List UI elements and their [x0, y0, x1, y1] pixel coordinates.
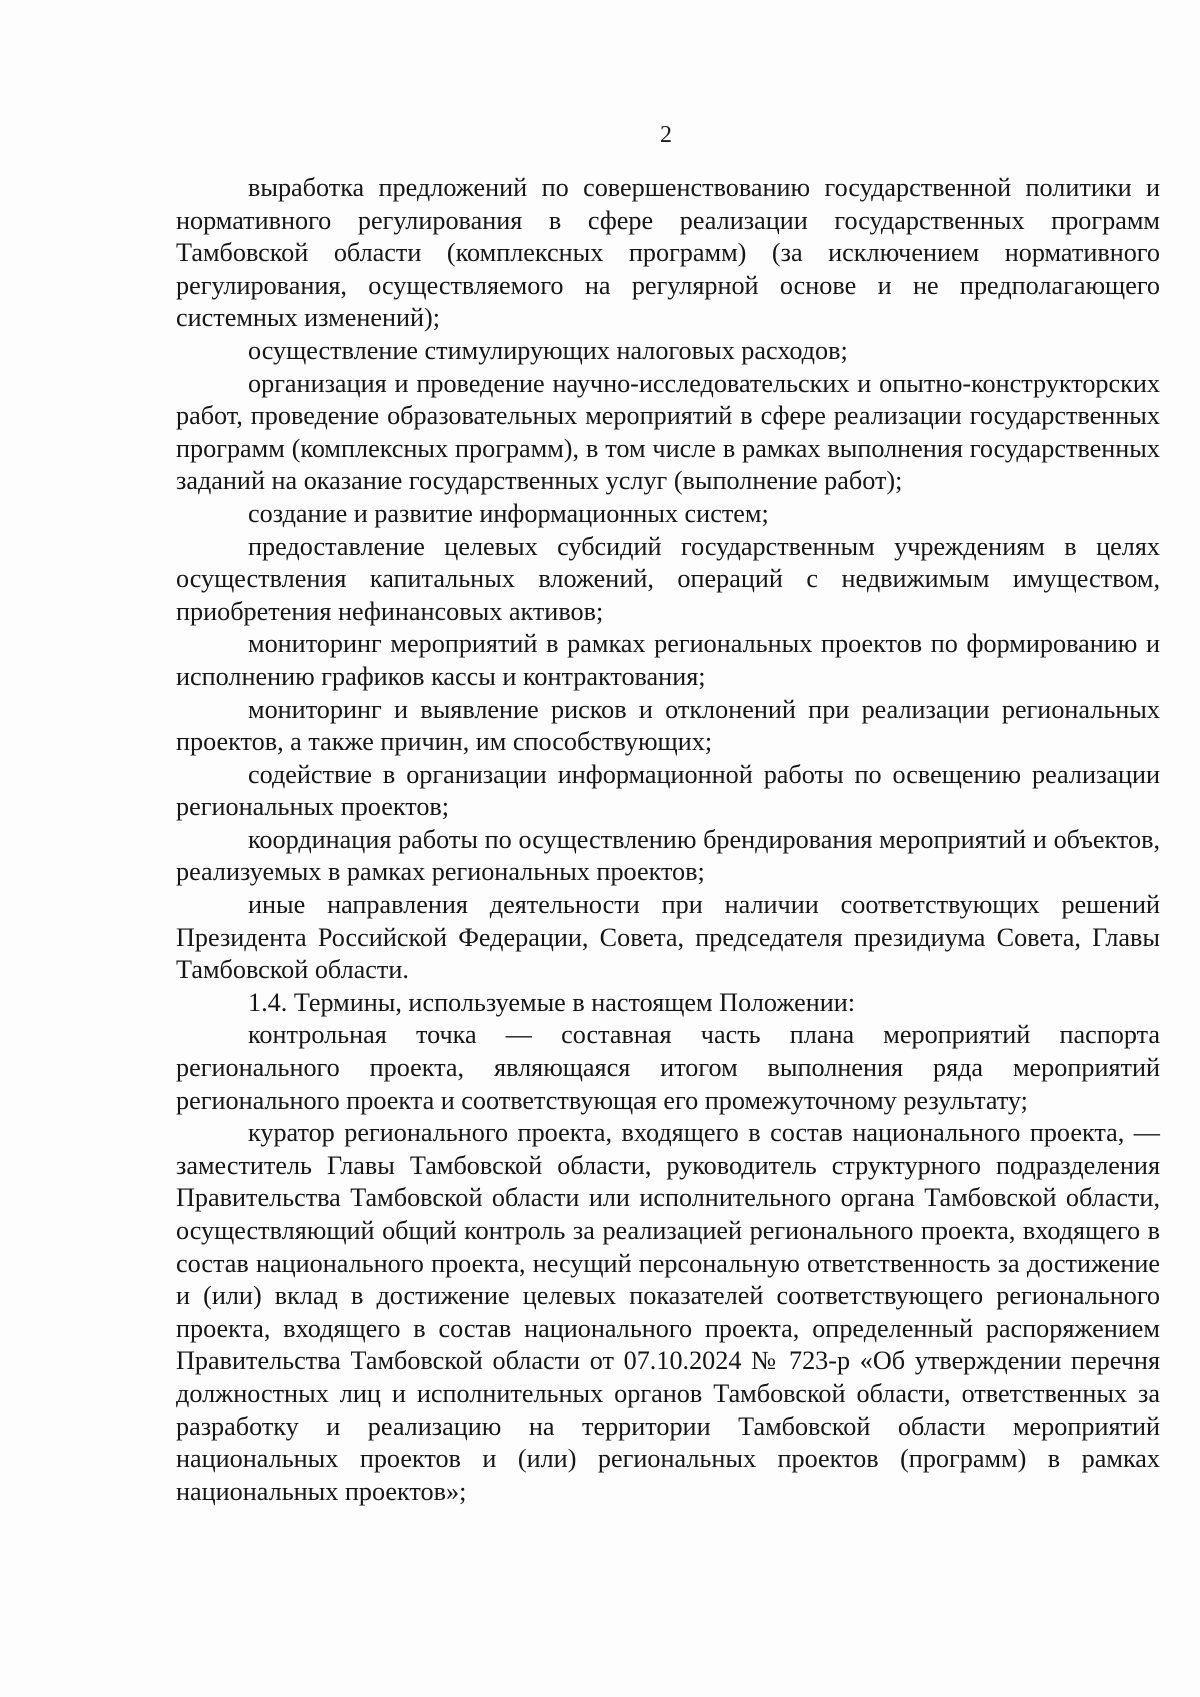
section-heading: 1.4. Термины, используемые в настоящем Положении: — [248, 987, 856, 1017]
paragraph: куратор регионального проекта, входящего в состав национального проекта, — заместитель Главы Тамбовской области, руководитель структурного подразделения Правительства Тамбовской области или исполнительного органа Тамбовской области, осуществляющий общий контроль за реализацией регионального проекта, входящего в состав национального проекта, несущий персональную ответственность за достижение и (или) вклад в достижение целевых показателей соответствующего регионального проекта, входящего в состав национального проекта, определенный распоряжением Правительства Тамбовской области от 07.10.2024 № 723-р «Об утверждении перечня должностных лиц и исполнительных органов Тамбовской области, ответственных за разработку и реализацию на территории Тамбовской области мероприятий национальных проектов и (или) региональных проектов (программ) в рамках национальных проектов»; — [176, 1118, 1160, 1506]
paragraph: осуществление стимулирующих налоговых расходов; — [248, 335, 848, 365]
paragraph: мониторинг и выявление рисков и отклонений при реализации региональных проектов, а также причин, им способствующих; — [176, 694, 1160, 757]
paragraph: координация работы по осуществлению брендирования мероприятий и объектов, реализуемых в рамках региональных проектов; — [176, 824, 1160, 887]
paragraph: выработка предложений по совершенствованию государственной политики и нормативного регулирования в сфере реализации государственных программ Тамбовской области (комплексных программ) (за исключением нормативного регулирования, осуществляемого на регулярной основе и не предполагающего системных изменений); — [176, 173, 1160, 333]
paragraph: иные направления деятельности при наличии соответствующих решений Президента Российской Федерации, Совета, председателя президиума Совета, Главы Тамбовской области. — [176, 890, 1160, 985]
document-body — [176, 172, 1160, 1508]
paragraph: предоставление целевых субсидий государственным учреждениям в целях осуществления капитальных вложений, операций с недвижимым имуществом, приобретения нефинансовых активов; — [176, 531, 1160, 626]
paragraph: мониторинг мероприятий в рамках региональных проектов по формированию и исполнению графиков кассы и контрактования; — [176, 629, 1160, 691]
paragraph: содействие в организации информационной работы по освещению реализации региональных проектов; — [176, 759, 1160, 822]
paragraph: контрольная точка — составная часть плана мероприятий паспорта регионального проекта, являющаяся итогом выполнения ряда мероприятий регионального проекта и соответствующая его промежуточному результату; — [176, 1020, 1160, 1115]
page-number: 2 — [660, 122, 672, 148]
paragraph: организация и проведение научно-исследовательских и опытно-конструкторских работ, проведение образовательных мероприятий в сфере реализации государственных программ (комплексных программ), в том числе в рамках выполнения государственных заданий на оказание государственных услуг (выполнение работ); — [176, 368, 1160, 496]
paragraph: создание и развитие информационных систем; — [248, 498, 769, 528]
